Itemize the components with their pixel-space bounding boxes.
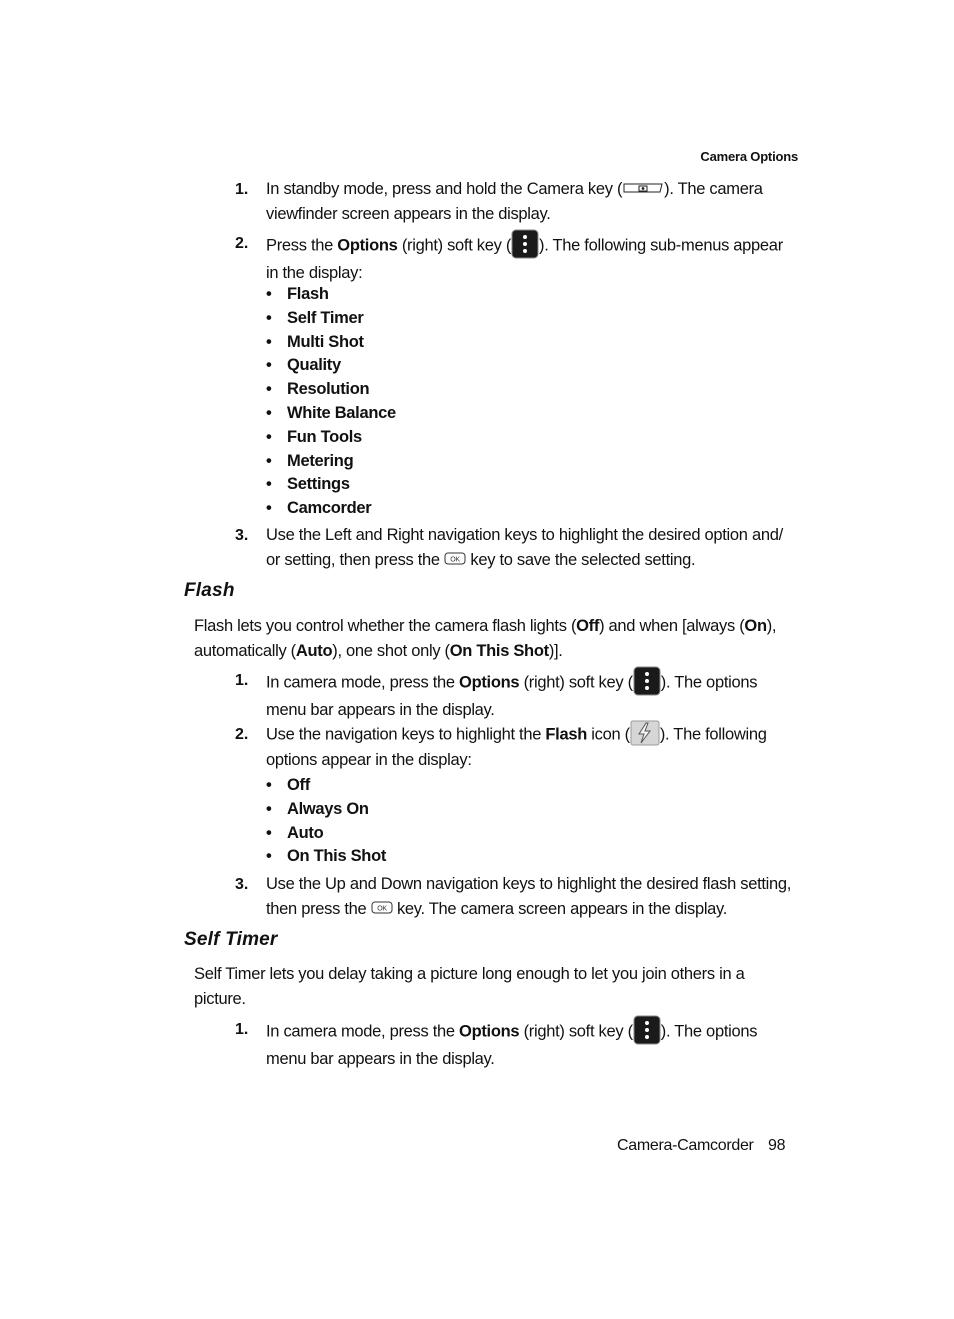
step-number: 2. xyxy=(235,235,249,252)
ok-key-icon xyxy=(444,552,466,565)
list-item: • Metering xyxy=(266,451,354,470)
step-number: 1. xyxy=(235,672,249,689)
list-item: • On This Shot xyxy=(266,847,387,866)
step-number: 1. xyxy=(235,1021,249,1038)
list-item: • Camcorder xyxy=(266,499,372,518)
list-item: • Auto xyxy=(266,823,324,842)
flash-options-list xyxy=(266,774,386,869)
intro-step-3: Use the Left and Right navigation keys to highlight the desired option and/ or setting, then press the OK key to save the selected setting. xyxy=(266,526,783,569)
self-timer-step-1: In camera mode, press the Options (right) soft key ( ). The options menu bar appears in the display. xyxy=(266,1017,757,1072)
intro-step-2: Press the Options (right) soft key ( ). The following sub-menus appear in the display: xyxy=(266,231,783,286)
list-item: • Flash xyxy=(266,285,329,303)
camera-key-icon xyxy=(622,182,664,194)
list-item: • Self Timer xyxy=(266,308,364,327)
list-item: • Always On xyxy=(266,799,369,818)
page-number: 98 xyxy=(768,1137,786,1154)
section-heading-self-timer: Self Timer xyxy=(184,929,278,950)
options-soft-key-icon xyxy=(633,1015,661,1045)
options-soft-key-icon xyxy=(633,666,661,696)
intro-step-1: In standby mode, press and hold the Camera key ( ). The camera viewfinder screen appears in the display. xyxy=(266,180,763,223)
running-header: Camera Options xyxy=(700,149,798,164)
flash-step-3: Use the Up and Down navigation keys to highlight the desired flash setting, then press the OK key. The camera screen appears in the display. xyxy=(266,875,792,918)
list-item: • Settings xyxy=(266,475,350,494)
flash-icon xyxy=(630,720,660,746)
list-item: • White Balance xyxy=(266,403,396,422)
svg-text:OK: OK xyxy=(450,556,460,564)
list-item: • Fun Tools xyxy=(266,427,362,446)
step-number: 3. xyxy=(235,876,249,893)
list-item: • Resolution xyxy=(266,380,370,399)
flash-description: Flash lets you control whether the camera flash lights (Off) and when [always (On), automatically (Auto), one shot only (On This Shot)]. xyxy=(194,617,777,660)
submenu-list xyxy=(266,283,396,521)
options-soft-key-icon xyxy=(511,229,539,259)
svg-text:OK: OK xyxy=(376,905,387,913)
step-number: 3. xyxy=(235,527,249,544)
flash-step-1: In camera mode, press the Options (right) soft key ( ). The options menu bar appears in the display. xyxy=(266,668,757,723)
section-heading-flash: Flash xyxy=(184,580,235,601)
step-number: 1. xyxy=(235,181,249,198)
list-item: • Quality xyxy=(266,356,341,375)
footer-chapter: Camera-Camcorder xyxy=(617,1137,754,1154)
ok-key-icon xyxy=(371,901,393,914)
list-item: • Off xyxy=(266,776,310,794)
self-timer-description: Self Timer lets you delay taking a picture long enough to let you join others in a picture. xyxy=(194,965,745,1008)
list-item: • Multi Shot xyxy=(266,332,364,351)
step-number: 2. xyxy=(235,726,249,743)
flash-step-2: Use the navigation keys to highlight the Flash icon ( ). The following options appear in the display: xyxy=(266,722,767,773)
